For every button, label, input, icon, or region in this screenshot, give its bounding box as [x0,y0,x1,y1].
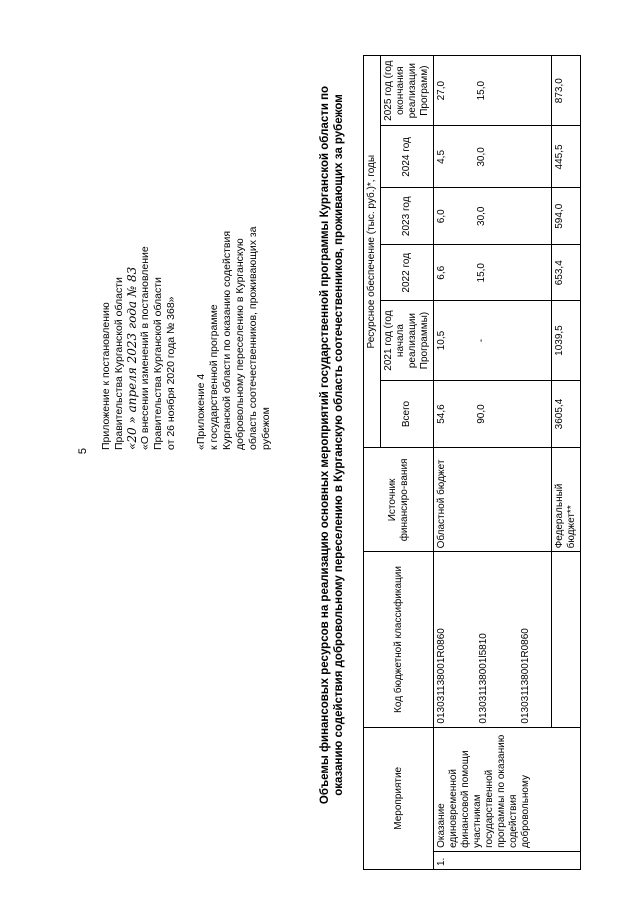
value-cell [434,188,552,245]
value-cell [434,126,552,188]
federal-2023: 594,0 [552,188,581,245]
federal-total: 3605,4 [552,380,581,448]
appendix-line: к государственной программе [208,304,220,450]
budget-code: 013031138001l5810 [478,633,489,724]
approval-line: от 26 ноября 2020 года № 368» [165,296,177,450]
header-resources: Ресурсное обеспечение (тыс. руб.)*, годы [364,56,381,448]
rotated-page-content [100,40,600,870]
value-cell [434,245,552,302]
appendix-line: добровольному переселению в Курганскую [234,238,246,450]
header-2024: 2024 год [381,126,434,188]
approval-date-line: «20 » апреля 2023 года № 83 [125,266,139,450]
table-row [434,56,552,870]
resources-table [363,55,581,870]
appendix-line: Курганской области по оказанию содействия [221,230,233,450]
source-cell: Федеральный бюджет** [552,448,581,552]
approval-line: «О внесении изменений в постановление [139,246,151,450]
header-2021: 2021 год (год начала реализации Программы) [381,301,434,380]
value-2021-b: - [476,338,487,343]
federal-2025: 873,0 [552,56,581,126]
header-2025: 2025 год (год окончания реализации Программ) [381,56,434,126]
value-2025-a: 27,0 [436,80,447,101]
row-number: 1. [434,851,581,869]
code-cell [434,552,552,727]
approval-block [100,130,178,450]
value-cell [434,380,552,448]
value-cell [434,56,552,126]
value-2023-b: 30,0 [476,206,487,226]
value-cell [434,301,552,380]
source-cell: Областной бюджет [434,448,552,552]
value-2022-b: 15,0 [476,263,487,283]
federal-2022: 653,4 [552,245,581,302]
page-number: 5 [77,447,90,455]
header-total: Всего [381,380,434,448]
header-2022: 2022 год [381,245,434,302]
federal-2021: 1039,5 [552,301,581,380]
value-total-a: 54,6 [436,404,447,424]
value-2024-a: 4,5 [436,149,447,164]
value-2023-a: 6,0 [436,209,447,224]
federal-2024: 445,5 [552,126,581,188]
budget-code: 013031138001R0860 [436,628,447,724]
approval-line: Приложение к постановлению [100,302,112,450]
appendix-line: «Приложение 4 [195,373,207,450]
approval-line: Правительства Курганской области [113,277,125,450]
header-2023: 2023 год [381,188,434,245]
document-title: Объемы финансовых ресурсов на реализацию основных мероприятий государственной программы Курганской области по оказанию содействия добровольному переселению в Курганскую область соотечественников, проживающих за рубежом [319,85,345,805]
appendix-line: рубежом [260,407,272,450]
budget-code: 013031138001R0860 [520,628,531,724]
header-code: Код бюджетной классификации [364,552,434,727]
header-source: Источник финансиро-вания [364,448,434,552]
value-2024-b: 30,0 [476,147,487,167]
value-2021-a: 10,5 [436,330,447,351]
value-total-b: 90,0 [476,404,487,424]
appendix-line: область соотечественников, проживающих за [247,226,259,450]
header-measure: Мероприятие [364,727,434,869]
value-2025-b: 15,0 [476,80,487,101]
appendix-block [195,130,273,450]
approval-line: Правительства Курганской области [152,277,164,450]
measure-cell: Оказание единовременной финансовой помощи участникам государственной программы по оказанию содействия добровольному [434,727,581,851]
value-2022-a: 6,6 [436,265,447,280]
code-cell-empty [552,552,581,727]
